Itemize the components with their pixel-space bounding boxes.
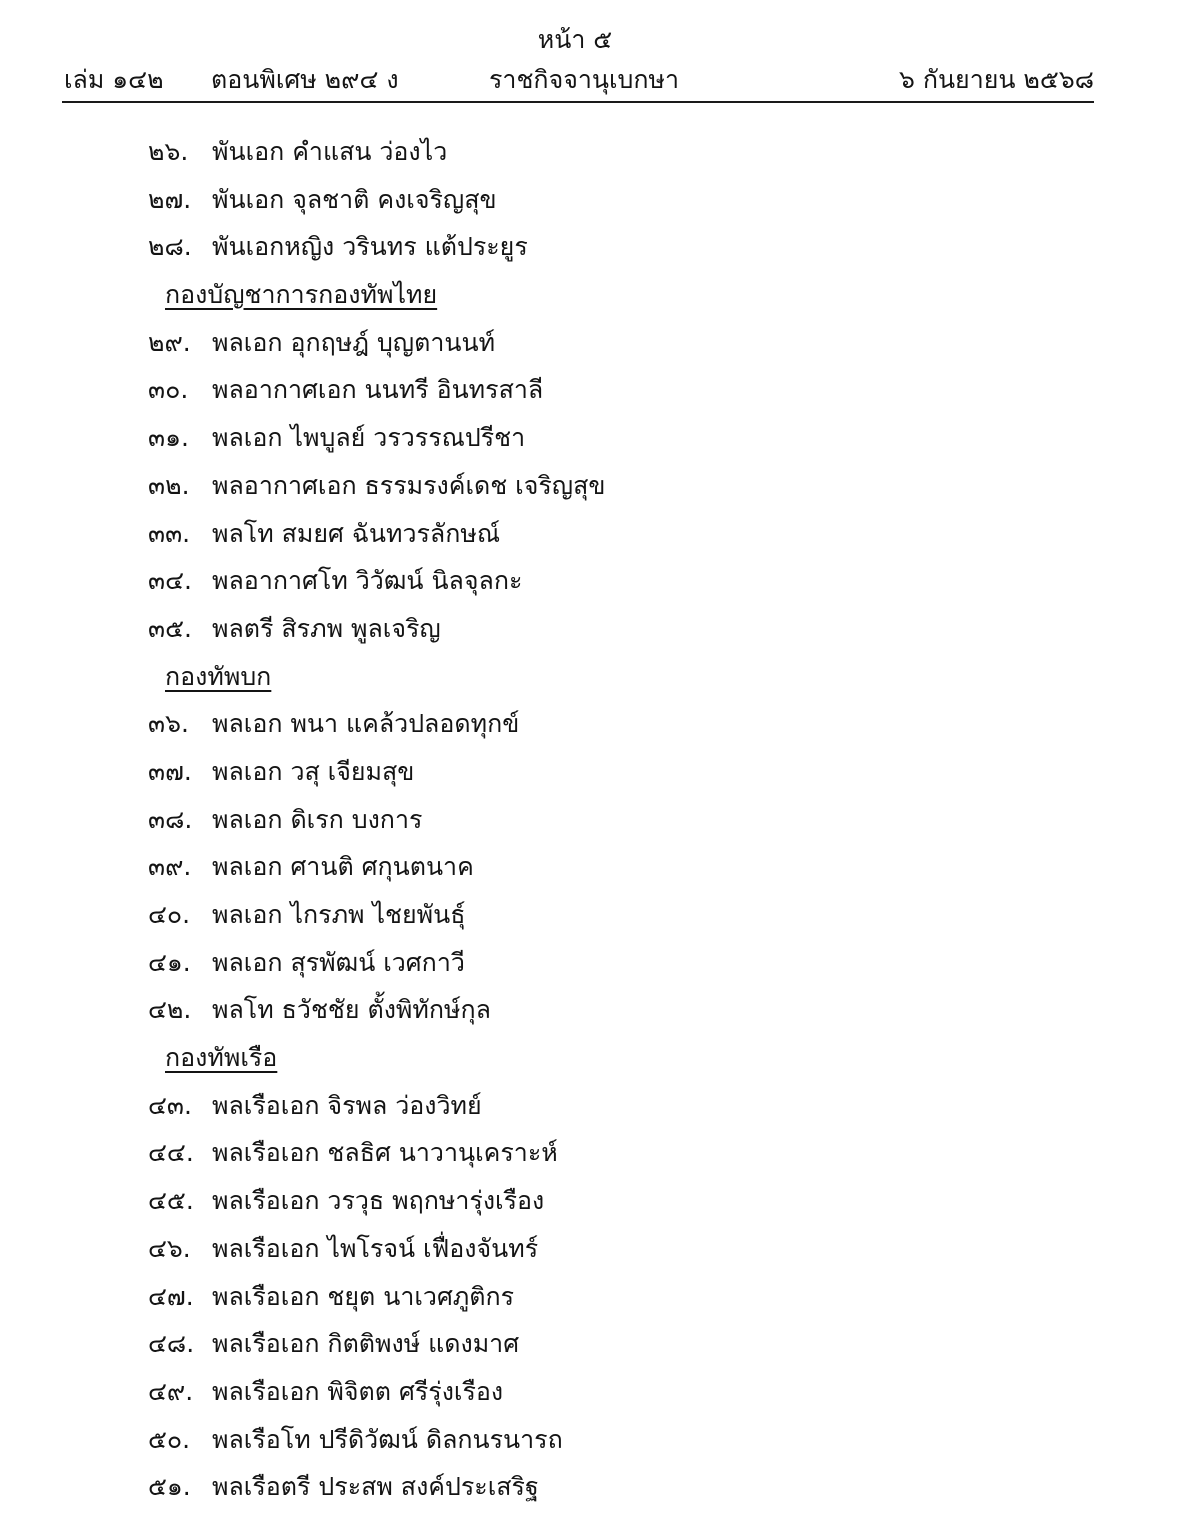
person-name: พลเรือเอก จิรพล ว่องวิทย์ xyxy=(212,1090,482,1120)
list-item xyxy=(0,1177,1200,1225)
publication-date: ๖ กันยายน ๒๕๖๘ xyxy=(899,65,1094,94)
person-name: พลเรือเอก วรวุธ พฤกษารุ่งเรือง xyxy=(212,1186,545,1216)
section-heading: กองทัพเรือ xyxy=(165,1043,278,1073)
person-name: พลเรือเอก ชลธิศ นาวานุเคราะห์ xyxy=(212,1138,558,1168)
item-number: ๔๖. xyxy=(148,1233,191,1263)
list-item xyxy=(0,1273,1200,1321)
section-heading-row xyxy=(0,1034,1200,1082)
person-name: พลเรือตรี ประสพ สงค์ประเสริฐ xyxy=(212,1472,539,1502)
list-item xyxy=(0,414,1200,462)
person-name: พลเอก พนา แคล้วปลอดทุกข์ xyxy=(212,709,520,739)
list-item xyxy=(0,319,1200,367)
person-name: พันเอกหญิง วรินทร แต้ประยูร xyxy=(212,232,528,262)
list-item xyxy=(0,366,1200,414)
list-item xyxy=(0,939,1200,987)
item-number: ๔๐. xyxy=(148,900,191,929)
person-name: พันเอก คำแสน ว่องไว xyxy=(212,137,448,166)
item-number: ๓๓. xyxy=(148,518,191,548)
section-heading-row xyxy=(0,653,1200,701)
item-number: ๔๘. xyxy=(148,1329,195,1359)
volume-label: เล่ม ๑๔๒ xyxy=(64,65,164,94)
person-name: พลโท ธวัชชัย ตั้งพิทักษ์กุล xyxy=(212,995,491,1025)
list-item xyxy=(0,128,1200,176)
list-item xyxy=(0,605,1200,653)
list-item xyxy=(0,796,1200,844)
item-number: ๓๖. xyxy=(148,709,189,739)
person-name: พลเรือเอก ชยุต นาเวศภูติกร xyxy=(212,1281,515,1311)
person-name: พันเอก จุลชาติ คงเจริญสุข xyxy=(212,184,497,214)
list-item xyxy=(0,843,1200,891)
list-item xyxy=(0,1320,1200,1368)
item-number: ๓๑. xyxy=(148,423,189,453)
item-number: ๒๘. xyxy=(148,232,192,262)
list-item xyxy=(0,1463,1200,1511)
list-item xyxy=(0,223,1200,271)
item-number: ๔๓. xyxy=(148,1090,192,1120)
section-heading: กองบัญชาการกองทัพไทย xyxy=(165,280,438,310)
name-list xyxy=(0,128,1200,1511)
item-number: ๓๕. xyxy=(148,613,192,643)
list-item xyxy=(0,700,1200,748)
list-item xyxy=(0,462,1200,510)
item-number: ๓๗. xyxy=(148,756,192,786)
section-heading-row xyxy=(0,271,1200,319)
list-item xyxy=(0,1129,1200,1177)
person-name: พลเอก สุรพัฒน์ เวศกาวี xyxy=(212,947,465,977)
item-number: ๓๒. xyxy=(148,470,190,500)
person-name: พลเรือโท ปรีดิวัฒน์ ดิลกนรนารถ xyxy=(212,1424,563,1454)
header-divider xyxy=(62,101,1094,103)
list-item xyxy=(0,557,1200,605)
person-name: พลเอก ไพบูลย์ วรวรรณปรีชา xyxy=(212,423,526,453)
section-heading: กองทัพบก xyxy=(165,661,272,691)
item-number: ๔๒. xyxy=(148,995,192,1025)
item-number: ๓๘. xyxy=(148,804,193,834)
item-number: ๕๐. xyxy=(148,1424,191,1454)
item-number: ๔๕. xyxy=(148,1186,194,1216)
item-number: ๔๔. xyxy=(148,1138,194,1168)
person-name: พลตรี สิรภพ พูลเจริญ xyxy=(212,613,441,643)
person-name: พลโท สมยศ ฉันทวรลักษณ์ xyxy=(212,518,501,548)
person-name: พลเอก วสุ เจียมสุข xyxy=(212,756,415,786)
list-item xyxy=(0,1082,1200,1130)
item-number: ๕๑. xyxy=(148,1472,191,1502)
item-number: ๔๙. xyxy=(148,1376,194,1406)
list-item xyxy=(0,1416,1200,1464)
list-item xyxy=(0,1368,1200,1416)
item-number: ๓๙. xyxy=(148,852,192,882)
list-item xyxy=(0,176,1200,224)
list-item xyxy=(0,1225,1200,1273)
gazette-header xyxy=(64,60,1094,100)
person-name: พลเอก ศานติ ศกุนตนาค xyxy=(212,852,474,882)
item-number: ๓๔. xyxy=(148,566,192,596)
item-number: ๒๗. xyxy=(148,184,192,214)
item-number: ๓๐. xyxy=(148,375,189,405)
person-name: พลเรือเอก ไพโรจน์ เฟื่องจันทร์ xyxy=(212,1233,539,1263)
person-name: พลเอก ดิเรก บงการ xyxy=(212,804,423,834)
person-name: พลอากาศเอก นนทรี อินทรสาลี xyxy=(212,375,544,405)
page-number: หน้า ๕ xyxy=(537,25,613,54)
item-number: ๒๖. xyxy=(148,137,189,166)
issue-label: ตอนพิเศษ ๒๙๔ ง xyxy=(211,65,399,94)
list-item xyxy=(0,748,1200,796)
person-name: พลเอก ไกรภพ ไชยพันธุ์ xyxy=(212,900,466,929)
list-item xyxy=(0,510,1200,558)
person-name: พลเรือเอก กิตติพงษ์ แดงมาศ xyxy=(212,1329,520,1359)
person-name: พลอากาศเอก ธรรมรงค์เดช เจริญสุข xyxy=(212,470,606,500)
item-number: ๒๙. xyxy=(148,327,191,357)
item-number: ๔๑. xyxy=(148,947,191,977)
list-item xyxy=(0,986,1200,1034)
person-name: พลอากาศโท วิวัฒน์ นิลจุลกะ xyxy=(212,566,523,596)
item-number: ๔๗. xyxy=(148,1281,194,1311)
person-name: พลเรือเอก พิจิตต ศรีรุ่งเรือง xyxy=(212,1376,504,1406)
gazette-title: ราชกิจจานุเบกษา xyxy=(489,65,680,94)
person-name: พลเอก อุกฤษฎ์ บุญตานนท์ xyxy=(212,327,496,357)
list-item xyxy=(0,891,1200,939)
